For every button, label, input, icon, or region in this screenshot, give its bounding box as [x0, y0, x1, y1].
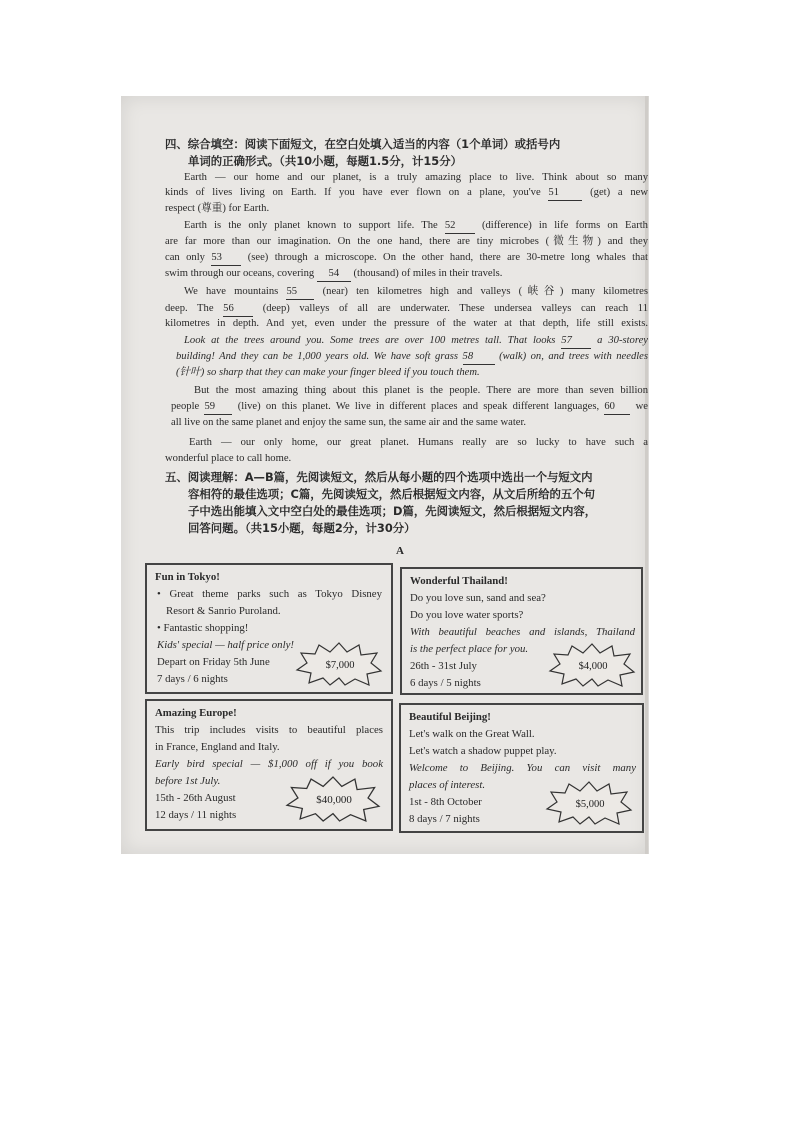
ad-line: 15th - 26th August: [155, 792, 236, 804]
ad-line: Welcome to Beijing. You can visit many: [409, 762, 636, 774]
ad-line: Depart on Friday 5th June: [157, 656, 270, 668]
ad-title: Wonderful Thailand!: [410, 575, 508, 587]
price-burst: [547, 782, 631, 824]
passage-line: kilometres in depth. And yet, even under the pressure of the water at that depth, life still exists.: [165, 318, 648, 329]
ad-box-europe: [145, 699, 393, 831]
passage-line: Earth — our only home, our great planet. Humans really are so lucky to have such a: [189, 437, 648, 448]
section5-heading-line2: 容相符的最佳选项；C篇，先阅读短文，然后根据短文内容，从文后所给的五个句: [188, 487, 596, 501]
ad-line: places of interest.: [409, 779, 486, 791]
passage-line: swim through our oceans, covering 54 (thousand) of miles in their travels.: [165, 267, 502, 282]
ad-line: • Great theme parks such as Tokyo Disney: [157, 588, 382, 600]
blank-60[interactable]: 60: [604, 400, 630, 415]
ad-box-tokyo: [145, 563, 393, 694]
blank-59[interactable]: 59: [204, 400, 232, 415]
price-text: $5,000: [575, 799, 605, 810]
blank-57[interactable]: 57: [561, 334, 591, 349]
ad-line: Do you love water sports?: [410, 609, 524, 621]
price-text: $7,000: [325, 660, 355, 671]
ad-line: 7 days / 6 nights: [157, 673, 228, 685]
passage-line: building! And they can be 1,000 years old. We have soft grass 58 (walk) on, and trees with needles: [176, 350, 648, 365]
ad-line: 26th - 31st July: [410, 660, 477, 672]
ad-line: 8 days / 7 nights: [409, 813, 480, 825]
ad-title: Fun in Tokyo!: [155, 571, 220, 583]
passage-line: Earth — our home and our planet, is a truly amazing place to live. Think about so many: [184, 172, 648, 183]
ad-line: is the perfect place for you.: [410, 643, 529, 655]
ad-line: Kids' special — half price only!: [157, 639, 294, 651]
ad-title: Amazing Europe!: [155, 707, 237, 719]
price-text: $40,000: [316, 794, 352, 807]
page-fold: [645, 96, 648, 854]
passage-line: people 59 (live) on this planet. We live in different places and speak different languages, 60 we: [171, 400, 648, 415]
ad-line: Early bird special — $1,000 off if you book: [155, 758, 383, 770]
section4-heading-line1: 四、综合填空：阅读下面短文，在空白处填入适当的内容（1个单词）或括号内: [165, 137, 561, 151]
ad-box-thailand: [400, 567, 643, 695]
blank-54[interactable]: 54: [317, 267, 351, 282]
passage-line: deep. The 56 (deep) valleys of all are underwater. These undersea valleys can reach 11: [165, 302, 648, 317]
blank-52[interactable]: 52: [445, 219, 475, 234]
ad-line: before 1st July.: [155, 775, 221, 787]
passage-line: wonderful place to call home.: [165, 453, 292, 464]
passage-line: Look at the trees around you. Some trees are over 100 metres tall. That looks 57 a 30-storey: [184, 334, 648, 349]
blank-58[interactable]: 58: [463, 350, 495, 365]
ad-line: in France, England and Italy.: [155, 741, 280, 753]
ad-line: This trip includes visits to beautiful places: [155, 724, 383, 736]
ad-line: • Fantastic shopping!: [157, 622, 249, 634]
passage-line: We have mountains 55 (near) ten kilometres high and valleys (峡谷) many kilometres: [184, 285, 648, 300]
passage-line: all live on the same planet and enjoy the same sun, the same air and the same water.: [171, 417, 527, 428]
blank-53[interactable]: 53: [211, 251, 241, 266]
part-label-a: A: [396, 545, 404, 557]
price-burst: [297, 643, 381, 685]
passage-line: respect (尊重) for Earth.: [165, 203, 270, 214]
section5-heading-line4: 回答问题。（共15小题，每题2分，计30分）: [188, 521, 416, 535]
blank-56[interactable]: 56: [223, 302, 253, 317]
ad-line: 12 days / 11 nights: [155, 809, 237, 821]
ad-line: Resort & Sanrio Puroland.: [166, 605, 281, 617]
section4-heading-line2: 单词的正确形式。（共10小题，每题1.5分，计15分）: [188, 154, 462, 168]
section5-heading-line3: 子中选出能填入文中空白处的最佳选项；D篇，先阅读短文，然后根据短文内容，: [188, 504, 597, 518]
blank-51[interactable]: 51: [548, 186, 582, 201]
ad-line: 1st - 8th October: [409, 796, 482, 808]
section5-heading-line1: 五、阅读理解：A—B篇，先阅读短文，然后从每小题的四个选项中选出一个与短文内: [165, 470, 593, 484]
passage-line: are far more than our imagination. On the one hand, there are tiny microbes (微生物) and they: [165, 236, 648, 247]
passage-line: (针叶) so sharp that they can make your finger bleed if you touch them.: [176, 367, 480, 378]
exam-page: [121, 96, 649, 854]
ad-line: Do you love sun, sand and sea?: [410, 592, 546, 604]
ad-title: Beautiful Beijing!: [409, 711, 491, 723]
passage-line: can only 53 (see) through a microscope. On the other hand, there are 30-metre long whales that: [165, 251, 648, 266]
blank-55[interactable]: 55: [286, 285, 314, 300]
ad-line: Let's walk on the Great Wall.: [409, 728, 535, 740]
ad-line: 6 days / 5 nights: [410, 677, 481, 689]
ad-line: Let's watch a shadow puppet play.: [409, 745, 557, 757]
passage-line: kinds of lives living on Earth. If you have ever flown on a plane, you've 51 (get) a new: [165, 186, 648, 201]
ad-box-beijing: [399, 703, 644, 833]
price-text: $4,000: [578, 661, 608, 672]
passage-line: But the most amazing thing about this planet is the people. There are more than seven billion: [194, 385, 648, 396]
price-burst: [287, 777, 379, 821]
passage-line: Earth is the only planet known to support life. The 52 (difference) in life forms on Earth: [184, 219, 648, 234]
ad-line: With beautiful beaches and islands, Thailand: [410, 626, 635, 638]
price-burst: [550, 644, 634, 686]
